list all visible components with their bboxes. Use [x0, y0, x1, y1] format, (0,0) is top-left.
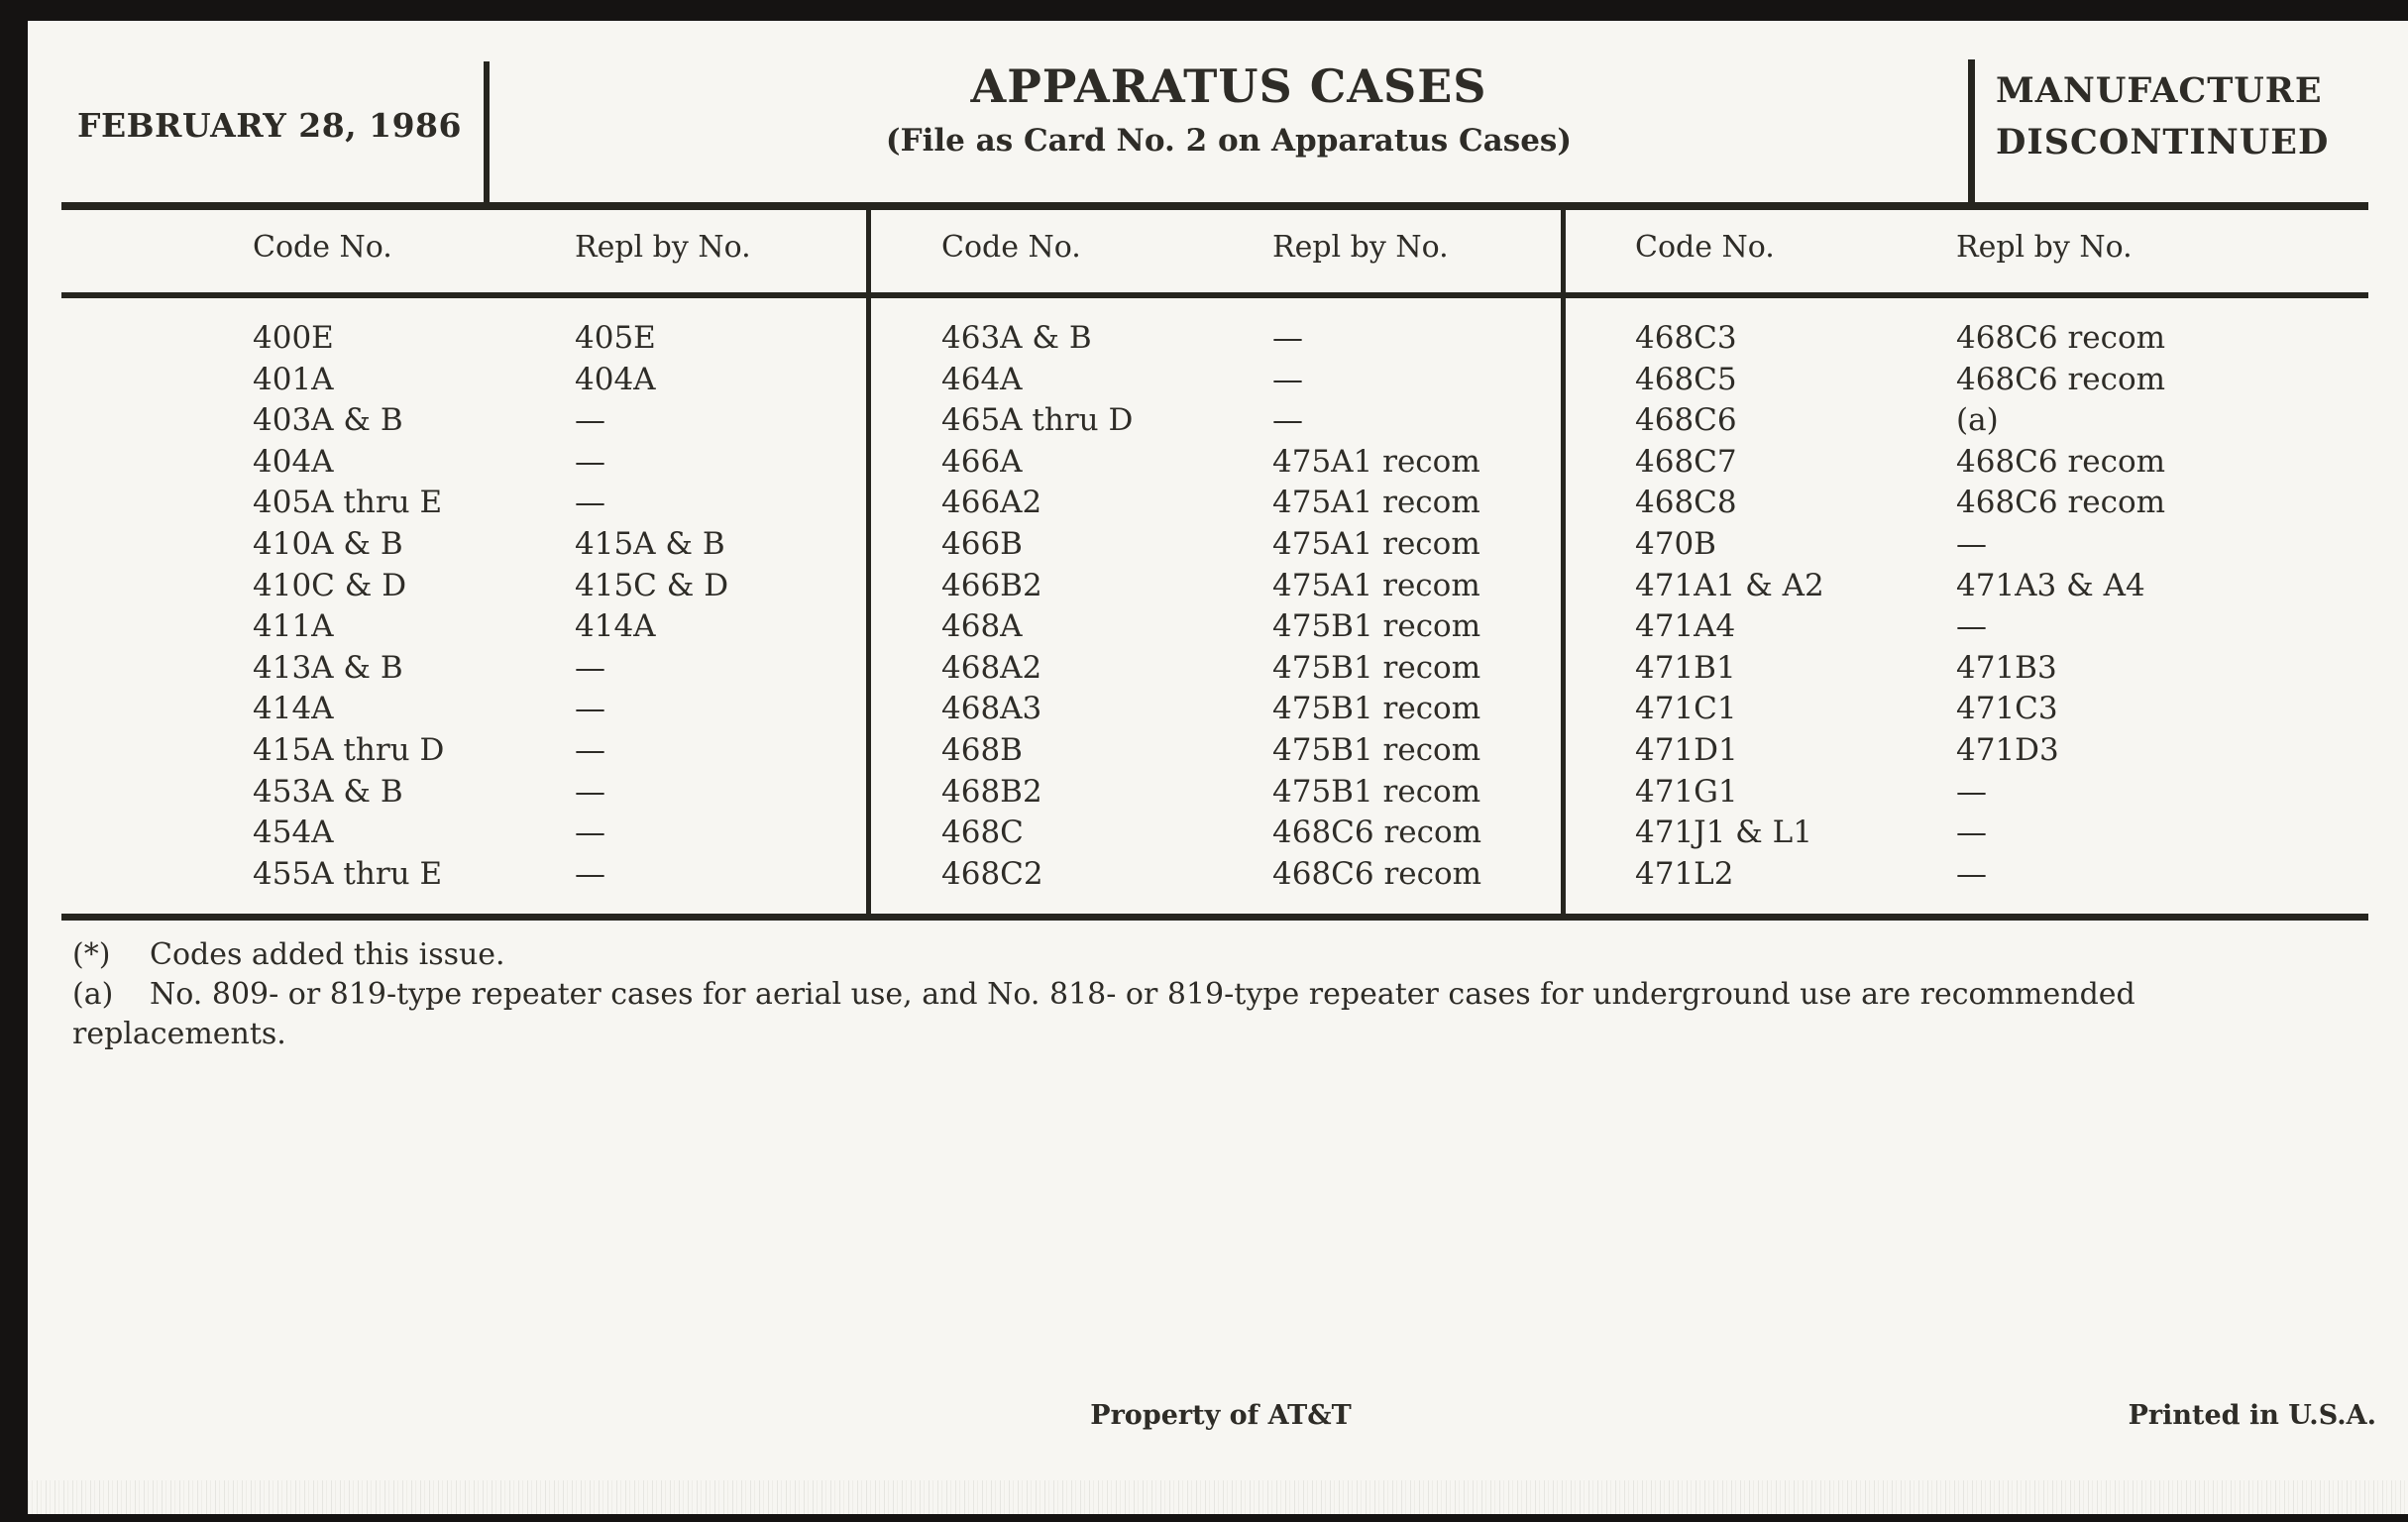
- repl-cell: 471C3: [1956, 691, 2058, 727]
- code-cell: 468C: [941, 815, 1024, 851]
- repl-cell: 404A: [575, 361, 656, 397]
- code-cell: 468A2: [941, 649, 1042, 686]
- repl-cell: 471A3 & A4: [1956, 567, 2145, 603]
- issue-date: FEBRUARY 28, 1986: [77, 106, 462, 145]
- repl-by-no-header: Repl by No.: [1272, 230, 1449, 265]
- repl-cell: 471B3: [1956, 649, 2057, 686]
- repl-cell: 475B1 recom: [1272, 691, 1481, 727]
- repl-cell: 405E: [575, 320, 656, 356]
- repl-cell: 475B1 recom: [1272, 773, 1481, 810]
- footnotes: [72, 935, 2352, 1054]
- code-cell: 468C7: [1635, 443, 1737, 480]
- code-cell: 471D1: [1635, 731, 1738, 768]
- repl-cell: 415A & B: [575, 525, 725, 562]
- footnote-text: Codes added this issue.: [150, 937, 505, 972]
- repl-cell: 468C6 recom: [1956, 361, 2166, 397]
- repl-cell: 468C6 recom: [1272, 815, 1482, 851]
- code-cell: 471G1: [1635, 773, 1738, 810]
- repl-cell: —: [575, 691, 605, 727]
- code-no-header: Code No.: [941, 230, 1081, 265]
- status-line-2: DISCONTINUED: [1996, 122, 2330, 163]
- code-cell: 466A: [941, 443, 1023, 480]
- repl-by-no-header: Repl by No.: [575, 230, 751, 265]
- header-rule: [61, 202, 2368, 210]
- code-cell: 454A: [253, 815, 334, 851]
- repl-cell: 468C6 recom: [1956, 443, 2166, 480]
- code-no-header: Code No.: [253, 230, 392, 265]
- code-cell: 411A: [253, 608, 334, 645]
- code-cell: 413A & B: [253, 649, 403, 686]
- code-cell: 471L2: [1635, 855, 1734, 892]
- code-cell: 410C & D: [253, 567, 407, 603]
- code-cell: 468C2: [941, 855, 1043, 892]
- repl-cell: 468C6 recom: [1272, 855, 1482, 892]
- repl-cell: 475A1 recom: [1272, 525, 1480, 562]
- header-divider-right: [1968, 59, 1975, 202]
- repl-cell: 475A1 recom: [1272, 485, 1480, 521]
- table-divider-2: [1561, 210, 1566, 914]
- repl-cell: —: [1956, 815, 1987, 851]
- code-cell: 466A2: [941, 485, 1042, 521]
- header-divider-left: [484, 61, 490, 202]
- footnote-replacements: [72, 975, 2352, 1054]
- repl-cell: 475A1 recom: [1272, 567, 1480, 603]
- code-cell: 468C8: [1635, 485, 1737, 521]
- footnote-text: No. 809- or 819-type repeater cases for aerial use, and No. 818- or 819-type repeater cases for underground use are recommended replacements.: [72, 977, 2135, 1051]
- repl-cell: —: [1956, 608, 1987, 645]
- footnote-codes-added: [72, 935, 2352, 975]
- repl-cell: —: [1956, 773, 1987, 810]
- manufacture-status: [1996, 65, 2329, 168]
- repl-cell: —: [1272, 402, 1303, 439]
- repl-cell: 475B1 recom: [1272, 731, 1481, 768]
- repl-cell: (a): [1956, 402, 1999, 439]
- repl-cell: 471D3: [1956, 731, 2059, 768]
- repl-cell: 468C6 recom: [1956, 320, 2166, 356]
- footnote-marker: (a): [72, 977, 114, 1012]
- code-cell: 468B: [941, 731, 1023, 768]
- code-cell: 401A: [253, 361, 334, 397]
- repl-cell: —: [575, 815, 605, 851]
- code-cell: 464A: [941, 361, 1023, 397]
- code-cell: 465A thru D: [941, 402, 1134, 439]
- code-cell: 453A & B: [253, 773, 403, 810]
- scan-noise-strip: [28, 1480, 2408, 1514]
- code-cell: 468C5: [1635, 361, 1737, 397]
- table-bottom-rule: [61, 914, 2368, 921]
- code-cell: 414A: [253, 691, 334, 727]
- repl-cell: —: [575, 402, 605, 439]
- card-subtitle: (File as Card No. 2 on Apparatus Cases): [885, 123, 1573, 159]
- code-cell: 410A & B: [253, 525, 403, 562]
- card-title: APPARATUS CASES: [970, 59, 1487, 113]
- repl-cell: 475B1 recom: [1272, 649, 1481, 686]
- code-cell: 471J1 & L1: [1635, 815, 1812, 851]
- table-divider-1: [866, 210, 871, 914]
- code-cell: 471C1: [1635, 691, 1737, 727]
- code-cell: 468B2: [941, 773, 1042, 810]
- repl-cell: —: [575, 485, 605, 521]
- repl-cell: —: [1272, 361, 1303, 397]
- repl-cell: —: [1956, 855, 1987, 892]
- repl-cell: —: [575, 731, 605, 768]
- code-cell: 470B: [1635, 525, 1716, 562]
- printed-in-notice: Printed in U.S.A.: [2128, 1400, 2376, 1431]
- repl-cell: 468C6 recom: [1956, 485, 2166, 521]
- code-cell: 466B2: [941, 567, 1042, 603]
- status-line-1: MANUFACTURE: [1996, 70, 2323, 111]
- repl-cell: —: [575, 773, 605, 810]
- code-cell: 415A thru D: [253, 731, 445, 768]
- code-cell: 463A & B: [941, 320, 1092, 356]
- code-cell: 468C3: [1635, 320, 1737, 356]
- repl-cell: 475B1 recom: [1272, 608, 1481, 645]
- code-cell: 471B1: [1635, 649, 1736, 686]
- footnote-marker: (*): [72, 937, 111, 972]
- repl-by-no-header: Repl by No.: [1956, 230, 2133, 265]
- column-header-rule: [61, 292, 2368, 298]
- repl-cell: —: [575, 855, 605, 892]
- code-cell: 405A thru E: [253, 485, 443, 521]
- code-cell: 404A: [253, 443, 334, 480]
- code-cell: 468A3: [941, 691, 1042, 727]
- code-cell: 471A1 & A2: [1635, 567, 1824, 603]
- code-cell: 471A4: [1635, 608, 1736, 645]
- repl-cell: 415C & D: [575, 567, 729, 603]
- repl-cell: 414A: [575, 608, 656, 645]
- repl-cell: 475A1 recom: [1272, 443, 1480, 480]
- repl-cell: —: [1272, 320, 1303, 356]
- code-no-header: Code No.: [1635, 230, 1775, 265]
- code-cell: 468A: [941, 608, 1023, 645]
- repl-cell: —: [1956, 525, 1987, 562]
- code-cell: 455A thru E: [253, 855, 443, 892]
- code-cell: 400E: [253, 320, 334, 356]
- repl-cell: —: [575, 649, 605, 686]
- code-cell: 468C6: [1635, 402, 1737, 439]
- code-cell: 466B: [941, 525, 1023, 562]
- repl-cell: —: [575, 443, 605, 480]
- property-notice: Property of AT&T: [1090, 1400, 1352, 1431]
- code-cell: 403A & B: [253, 402, 403, 439]
